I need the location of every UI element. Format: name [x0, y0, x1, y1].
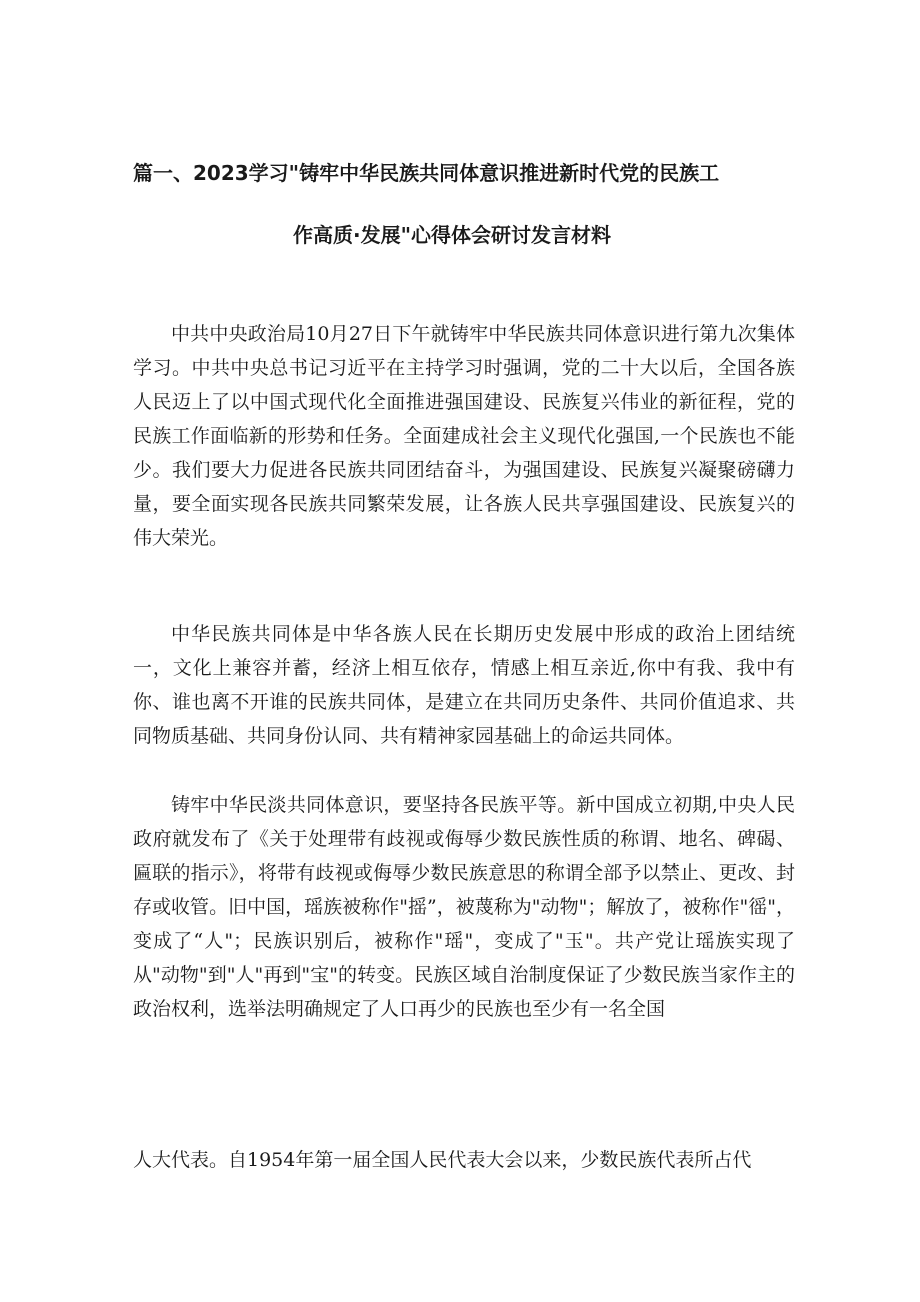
- body-paragraph-4: 人大代表。自1954年第一届全国人民代表大会以来，少数民族代表所占代: [133, 1149, 752, 1171]
- body-paragraph-3: 铸牢中华民淡共同体意识，要坚持各民族平等。新中国成立初期,中央人民政府就发布了《关于处理带有歧视或侮辱少数民族性质的称谓、地名、碑碣、匾联的指示》，将带有歧视或侮辱少数民族意思的称谓全部予以禁止、更改、封存或收管。旧中国，瑶族被称作"摇”，被蔑称为"动物"；解放了，被称作"徭"，变成了“人"；民族识别后，被称作"瑶"，变成了"玉"。共产党让瑶族实现了从"动物"到"人"再到"宝"的转变。民族区域自治制度保证了少数民族当家作主的政治权利，选举法明确规定了人口再少的民族也至少有一名全国: [133, 794, 795, 1020]
- document-title-line-2: 作高质·发展"心得体会研讨发言材料: [293, 223, 612, 247]
- body-paragraph-2: 中华民族共同体是中华各族人民在长期历史发展中形成的政治上团结统一，文化上兼容并蓄，经济上相互依存，情感上相互亲近,你中有我、我中有你、谁也离不开谁的民族共同体，是建立在共同历史条件、共同价值追求、共同物质基础、共同身份认同、共有精神家园基础上的命运共同体。: [133, 623, 795, 747]
- document-title-line-1: 篇一、2023学习"铸牢中华民族共同体意识推进新时代党的民族工: [133, 161, 720, 185]
- body-paragraph-1: 中共中央政治局10月27日下午就铸牢中华民族共同体意识进行第九次集体学习。中共中央总书记习近平在主持学习时强调，党的二十大以后，全国各族人民迈上了以中国式现代化全面推进强国建设、民族复兴伟业的新征程，党的民族工作面临新的形势和任务。全面建成社会主义现代化强国,一个民族也不能少。我们要大力促进各民族共同团结奋斗，为强国建设、民族复兴凝聚磅礴力量，要全面实现各民族共同繁荣发展，让各族人民共享强国建设、民族复兴的伟大荣光。: [133, 323, 795, 549]
